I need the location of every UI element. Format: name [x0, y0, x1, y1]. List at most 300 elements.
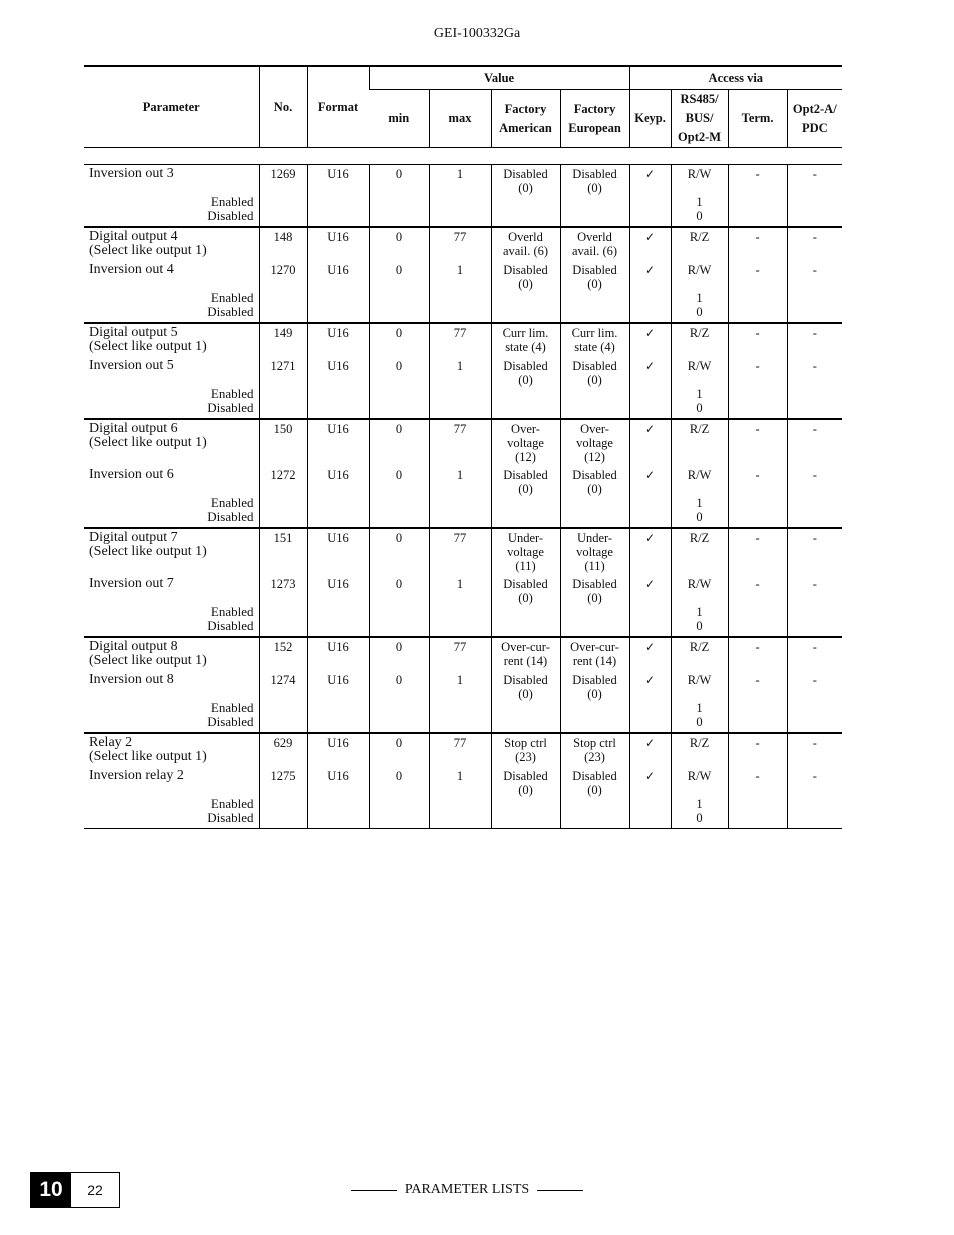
- cell-min: [369, 767, 429, 829]
- cell-factory-american: [491, 575, 560, 637]
- factory-value-line: Disabled: [572, 672, 617, 687]
- cell-opt2a: [787, 466, 842, 528]
- cell-term-text: -: [755, 530, 760, 545]
- table-row: [84, 528, 842, 575]
- cell-opt2a-text: -: [812, 530, 817, 545]
- option-label: Enabled: [210, 194, 254, 209]
- cell-min-text: 0: [395, 639, 403, 654]
- cell-max-text: 77: [453, 735, 467, 750]
- header-value: Value: [369, 66, 629, 90]
- cell-format-text: U16: [327, 672, 349, 687]
- cell-no-text: 151: [273, 530, 293, 545]
- header-line: Factory: [573, 101, 616, 116]
- header-keyp: Keyp.: [629, 90, 671, 148]
- cell-term: [728, 733, 787, 767]
- factory-value-line: rent (14): [572, 653, 617, 668]
- cell-min-text: 0: [395, 672, 403, 687]
- cell-opt2a: [787, 767, 842, 829]
- check-icon: ✓: [645, 672, 656, 687]
- cell-term: [728, 165, 787, 227]
- factory-value-line: (11): [515, 558, 536, 573]
- header-line: Opt2-A/: [792, 101, 837, 116]
- cell-rs485: [671, 528, 728, 575]
- parameter-name: Inversion out 6: [89, 466, 174, 482]
- access-value: 0: [696, 304, 703, 319]
- cell-format: [307, 357, 369, 419]
- cell-opt2a: [787, 323, 842, 357]
- header-min: min: [369, 90, 429, 148]
- factory-value-line: (23): [584, 749, 605, 764]
- factory-value-line: (0): [518, 590, 533, 605]
- access-code: R/Z: [689, 421, 710, 436]
- option-label: Enabled: [210, 289, 254, 305]
- cell-keyp: [629, 357, 671, 419]
- header-line: RS485/: [680, 92, 719, 106]
- cell-no-text: 1271: [270, 358, 296, 373]
- cell-factory-american: [491, 323, 560, 357]
- parameter-name: (Select like output 1): [89, 748, 207, 764]
- cell-max: [429, 671, 491, 733]
- cell-factory-european: [560, 357, 629, 419]
- cell-format: [307, 767, 369, 829]
- cell-min-text: 0: [395, 167, 403, 181]
- cell-term-text: -: [755, 421, 760, 436]
- cell-term: [728, 323, 787, 357]
- cell-opt2a-text: -: [812, 325, 817, 340]
- cell-opt2a-text: -: [812, 358, 817, 373]
- parameter-name: (Select like output 1): [89, 652, 207, 668]
- parameter-name: Digital output 6: [89, 420, 178, 436]
- access-values: [675, 701, 725, 729]
- check-icon: ✓: [645, 768, 656, 783]
- factory-value-line: (12): [515, 449, 536, 464]
- access-code: R/W: [687, 768, 712, 783]
- factory-value-line: Overld: [577, 229, 612, 244]
- cell-format: [307, 733, 369, 767]
- footer-rule-right: [537, 1190, 583, 1191]
- parameter-options: [89, 496, 256, 524]
- access-values: [675, 291, 725, 319]
- cell-factory-american: [491, 528, 560, 575]
- cell-factory-american: [491, 357, 560, 419]
- cell-no: [259, 261, 307, 323]
- access-value: 0: [696, 509, 703, 524]
- cell-format: [307, 165, 369, 227]
- cell-keyp: [629, 733, 671, 767]
- cell-no-text: 150: [273, 421, 293, 436]
- page-badge: [30, 1172, 120, 1208]
- cell-format-text: U16: [327, 325, 349, 340]
- parameter-name: Inversion out 7: [89, 575, 174, 591]
- cell-max-text: 77: [453, 325, 467, 340]
- check-icon: ✓: [645, 639, 656, 654]
- factory-value-line: voltage: [507, 544, 544, 559]
- cell-format: [307, 671, 369, 733]
- footer-section-label: PARAMETER LISTS: [404, 1182, 530, 1197]
- cell-min: [369, 419, 429, 466]
- table-row: [84, 165, 842, 227]
- parameter-name: Digital output 7: [89, 529, 178, 545]
- cell-opt2a-text: -: [812, 576, 817, 591]
- factory-value-line: (0): [518, 782, 533, 797]
- cell-format-text: U16: [327, 768, 349, 783]
- cell-term: [728, 671, 787, 733]
- cell-term-text: -: [755, 639, 760, 654]
- cell-no: [259, 528, 307, 575]
- cell-format-text: U16: [327, 530, 349, 545]
- header-line: Factory: [504, 101, 547, 116]
- cell-term: [728, 227, 787, 261]
- access-value: 0: [696, 810, 703, 825]
- option-label: Disabled: [207, 713, 254, 729]
- access-code: R/Z: [689, 639, 710, 654]
- cell-keyp: [629, 671, 671, 733]
- access-code: R/Z: [689, 735, 710, 750]
- access-value: 0: [696, 714, 703, 729]
- cell-max-text: 1: [456, 467, 464, 482]
- header-factory-american: [491, 90, 560, 148]
- cell-max-text: 77: [453, 530, 467, 545]
- cell-opt2a-text: -: [812, 735, 817, 750]
- table-row: [84, 671, 842, 733]
- cell-max-text: 77: [453, 229, 467, 244]
- parameter-name: Inversion out 4: [89, 261, 174, 277]
- cell-max: [429, 165, 491, 227]
- factory-value-line: Over-cur-: [501, 639, 550, 654]
- header-factory-european: [560, 90, 629, 148]
- factory-value-line: Stop ctrl: [504, 735, 547, 750]
- cell-parameter: [84, 165, 259, 227]
- cell-factory-european: [560, 466, 629, 528]
- cell-factory-european: [560, 767, 629, 829]
- factory-value-line: (0): [518, 276, 533, 291]
- cell-format-text: U16: [327, 735, 349, 750]
- factory-value-line: Disabled: [503, 358, 548, 373]
- cell-rs485: [671, 671, 728, 733]
- access-value: 0: [696, 618, 703, 633]
- cell-min: [369, 575, 429, 637]
- access-value: 1: [696, 796, 703, 811]
- option-label: Enabled: [210, 795, 254, 811]
- cell-keyp: [629, 419, 671, 466]
- access-code: R/W: [687, 672, 712, 687]
- cell-min: [369, 357, 429, 419]
- cell-no: [259, 323, 307, 357]
- access-value: 0: [696, 209, 703, 223]
- table-row: [84, 466, 842, 528]
- parameter-name: Relay 2: [89, 734, 133, 750]
- cell-format: [307, 323, 369, 357]
- option-label: Enabled: [210, 603, 254, 619]
- cell-min: [369, 528, 429, 575]
- factory-value-line: Over-cur-: [570, 639, 619, 654]
- cell-parameter: [84, 528, 259, 575]
- cell-no-text: 629: [273, 735, 293, 750]
- parameter-name: Inversion out 3: [89, 166, 174, 181]
- cell-rs485: [671, 733, 728, 767]
- factory-value-line: Overld: [508, 229, 543, 244]
- factory-value-line: Over-: [580, 421, 609, 436]
- table-row: [84, 637, 842, 671]
- cell-factory-european: [560, 733, 629, 767]
- cell-min: [369, 261, 429, 323]
- table-row: [84, 733, 842, 767]
- cell-min: [369, 323, 429, 357]
- cell-factory-european: [560, 575, 629, 637]
- cell-format-text: U16: [327, 639, 349, 654]
- parameter-name: Inversion relay 2: [89, 767, 184, 783]
- factory-value-line: (0): [518, 481, 533, 496]
- parameter-name: Digital output 5: [89, 324, 178, 340]
- parameter-options: [89, 195, 256, 223]
- header-format: Format: [307, 66, 369, 148]
- header-term: Term.: [728, 90, 787, 148]
- cell-no: [259, 575, 307, 637]
- check-icon: ✓: [645, 467, 656, 482]
- check-icon: ✓: [645, 530, 656, 545]
- access-value: 1: [696, 700, 703, 715]
- cell-format-text: U16: [327, 229, 349, 244]
- cell-min: [369, 671, 429, 733]
- cell-term-text: -: [755, 467, 760, 482]
- factory-value-line: Disabled: [572, 768, 617, 783]
- factory-value-line: voltage: [576, 435, 613, 450]
- cell-rs485: [671, 767, 728, 829]
- access-values: [675, 387, 725, 415]
- access-code: R/Z: [689, 530, 710, 545]
- cell-min-text: 0: [395, 735, 403, 750]
- access-value: 1: [696, 195, 703, 209]
- cell-parameter: [84, 261, 259, 323]
- cell-min: [369, 165, 429, 227]
- cell-max: [429, 357, 491, 419]
- parameter-name: (Select like output 1): [89, 242, 207, 258]
- access-values: [675, 195, 725, 223]
- factory-value-line: (0): [518, 686, 533, 701]
- factory-value-line: (0): [587, 686, 602, 701]
- cell-opt2a: [787, 528, 842, 575]
- parameter-options: [89, 797, 256, 825]
- header-line: American: [499, 120, 552, 135]
- cell-max: [429, 575, 491, 637]
- access-values: [675, 797, 725, 825]
- cell-no: [259, 767, 307, 829]
- cell-term-text: -: [755, 229, 760, 244]
- header-access-via: Access via: [629, 66, 842, 90]
- cell-no-text: 149: [273, 325, 293, 340]
- access-code: R/Z: [689, 325, 710, 340]
- cell-min: [369, 637, 429, 671]
- cell-max: [429, 466, 491, 528]
- cell-factory-european: [560, 227, 629, 261]
- cell-no: [259, 165, 307, 227]
- cell-factory-american: [491, 165, 560, 227]
- cell-keyp: [629, 637, 671, 671]
- cell-no-text: 1270: [270, 262, 296, 277]
- factory-value-line: voltage: [507, 435, 544, 450]
- factory-value-line: state (4): [574, 339, 615, 354]
- cell-opt2a: [787, 261, 842, 323]
- option-label: Disabled: [207, 399, 254, 415]
- cell-max-text: 1: [456, 768, 464, 783]
- factory-value-line: (0): [587, 276, 602, 291]
- cell-term: [728, 357, 787, 419]
- cell-keyp: [629, 466, 671, 528]
- factory-value-line: Curr lim.: [571, 325, 618, 340]
- cell-max: [429, 419, 491, 466]
- cell-factory-american: [491, 261, 560, 323]
- cell-rs485: [671, 261, 728, 323]
- header-line: Opt2-M: [678, 130, 722, 144]
- factory-value-line: Stop ctrl: [573, 735, 616, 750]
- factory-value-line: Disabled: [572, 262, 617, 277]
- cell-min-text: 0: [395, 467, 403, 482]
- access-value: 1: [696, 495, 703, 510]
- access-value: 1: [696, 386, 703, 401]
- cell-term-text: -: [755, 325, 760, 340]
- factory-value-line: Disabled: [503, 167, 548, 181]
- cell-parameter: [84, 767, 259, 829]
- footer-section-title: [342, 1182, 592, 1198]
- parameter-options: [89, 605, 256, 633]
- check-icon: ✓: [645, 421, 656, 436]
- factory-value-line: Disabled: [572, 358, 617, 373]
- cell-max: [429, 637, 491, 671]
- cell-rs485: [671, 323, 728, 357]
- factory-value-line: (23): [515, 749, 536, 764]
- cell-factory-american: [491, 767, 560, 829]
- cell-parameter: [84, 357, 259, 419]
- cell-factory-american: [491, 227, 560, 261]
- cell-factory-european: [560, 671, 629, 733]
- cell-rs485: [671, 575, 728, 637]
- cell-min-text: 0: [395, 229, 403, 244]
- cell-rs485: [671, 466, 728, 528]
- header-line: European: [568, 120, 621, 135]
- factory-value-line: avail. (6): [502, 243, 549, 258]
- cell-term: [728, 261, 787, 323]
- cell-format-text: U16: [327, 262, 349, 277]
- parameter-name: (Select like output 1): [89, 338, 207, 354]
- cell-parameter: [84, 637, 259, 671]
- factory-value-line: Disabled: [503, 467, 548, 482]
- option-label: Disabled: [207, 303, 254, 319]
- footer-rule-left: [351, 1190, 397, 1191]
- cell-no: [259, 671, 307, 733]
- parameter-options: [89, 387, 256, 415]
- option-label: Enabled: [210, 699, 254, 715]
- access-value: 0: [696, 400, 703, 415]
- cell-max-text: 1: [456, 672, 464, 687]
- cell-parameter: [84, 575, 259, 637]
- cell-no: [259, 419, 307, 466]
- factory-value-line: (0): [518, 372, 533, 387]
- cell-min-text: 0: [395, 325, 403, 340]
- factory-value-line: Under-: [507, 530, 544, 545]
- cell-format-text: U16: [327, 167, 349, 181]
- parameter-name: (Select like output 1): [89, 543, 207, 559]
- parameter-options: [89, 701, 256, 729]
- cell-no-text: 1275: [270, 768, 296, 783]
- cell-min-text: 0: [395, 576, 403, 591]
- cell-factory-european: [560, 165, 629, 227]
- cell-max-text: 77: [453, 639, 467, 654]
- cell-format-text: U16: [327, 576, 349, 591]
- factory-value-line: (11): [584, 558, 605, 573]
- cell-keyp: [629, 261, 671, 323]
- parameter-options: [89, 291, 256, 319]
- chapter-number: 10: [31, 1173, 71, 1207]
- cell-opt2a-text: -: [812, 768, 817, 783]
- cell-max: [429, 733, 491, 767]
- cell-format-text: U16: [327, 358, 349, 373]
- cell-opt2a: [787, 227, 842, 261]
- cell-factory-american: [491, 637, 560, 671]
- cell-max: [429, 528, 491, 575]
- access-code: R/W: [687, 167, 712, 181]
- check-icon: ✓: [645, 358, 656, 373]
- cell-max: [429, 227, 491, 261]
- access-code: R/W: [687, 262, 712, 277]
- table-header: [84, 66, 842, 148]
- cell-opt2a-text: -: [812, 167, 817, 181]
- factory-value-line: (0): [587, 590, 602, 605]
- cell-no: [259, 733, 307, 767]
- cell-term: [728, 419, 787, 466]
- cell-format: [307, 466, 369, 528]
- access-code: R/W: [687, 467, 712, 482]
- cell-format: [307, 261, 369, 323]
- cell-term: [728, 528, 787, 575]
- factory-value-line: rent (14): [503, 653, 548, 668]
- table-row: [84, 419, 842, 466]
- cell-no-text: 1269: [270, 167, 296, 181]
- factory-value-line: (12): [584, 449, 605, 464]
- cell-rs485: [671, 419, 728, 466]
- cell-opt2a: [787, 165, 842, 227]
- access-code: R/Z: [689, 229, 710, 244]
- cell-no: [259, 466, 307, 528]
- cell-factory-american: [491, 466, 560, 528]
- cell-factory-american: [491, 671, 560, 733]
- cell-rs485: [671, 357, 728, 419]
- option-label: Disabled: [207, 809, 254, 825]
- cell-min-text: 0: [395, 358, 403, 373]
- cell-opt2a: [787, 357, 842, 419]
- header-line: BUS/: [685, 111, 714, 125]
- cell-rs485: [671, 227, 728, 261]
- header-rs485: [671, 90, 728, 148]
- table-row: [84, 357, 842, 419]
- cell-min-text: 0: [395, 262, 403, 277]
- cell-term: [728, 466, 787, 528]
- factory-value-line: (0): [518, 181, 533, 195]
- cell-factory-european: [560, 419, 629, 466]
- cell-term-text: -: [755, 735, 760, 750]
- option-label: Enabled: [210, 494, 254, 510]
- cell-max-text: 77: [453, 421, 467, 436]
- parameter-table: [84, 65, 842, 829]
- table-row: [84, 227, 842, 261]
- option-label: Enabled: [210, 385, 254, 401]
- cell-opt2a: [787, 733, 842, 767]
- cell-no-text: 152: [273, 639, 293, 654]
- cell-keyp: [629, 528, 671, 575]
- cell-parameter: [84, 419, 259, 466]
- cell-max: [429, 767, 491, 829]
- cell-term-text: -: [755, 576, 760, 591]
- check-icon: ✓: [645, 167, 656, 181]
